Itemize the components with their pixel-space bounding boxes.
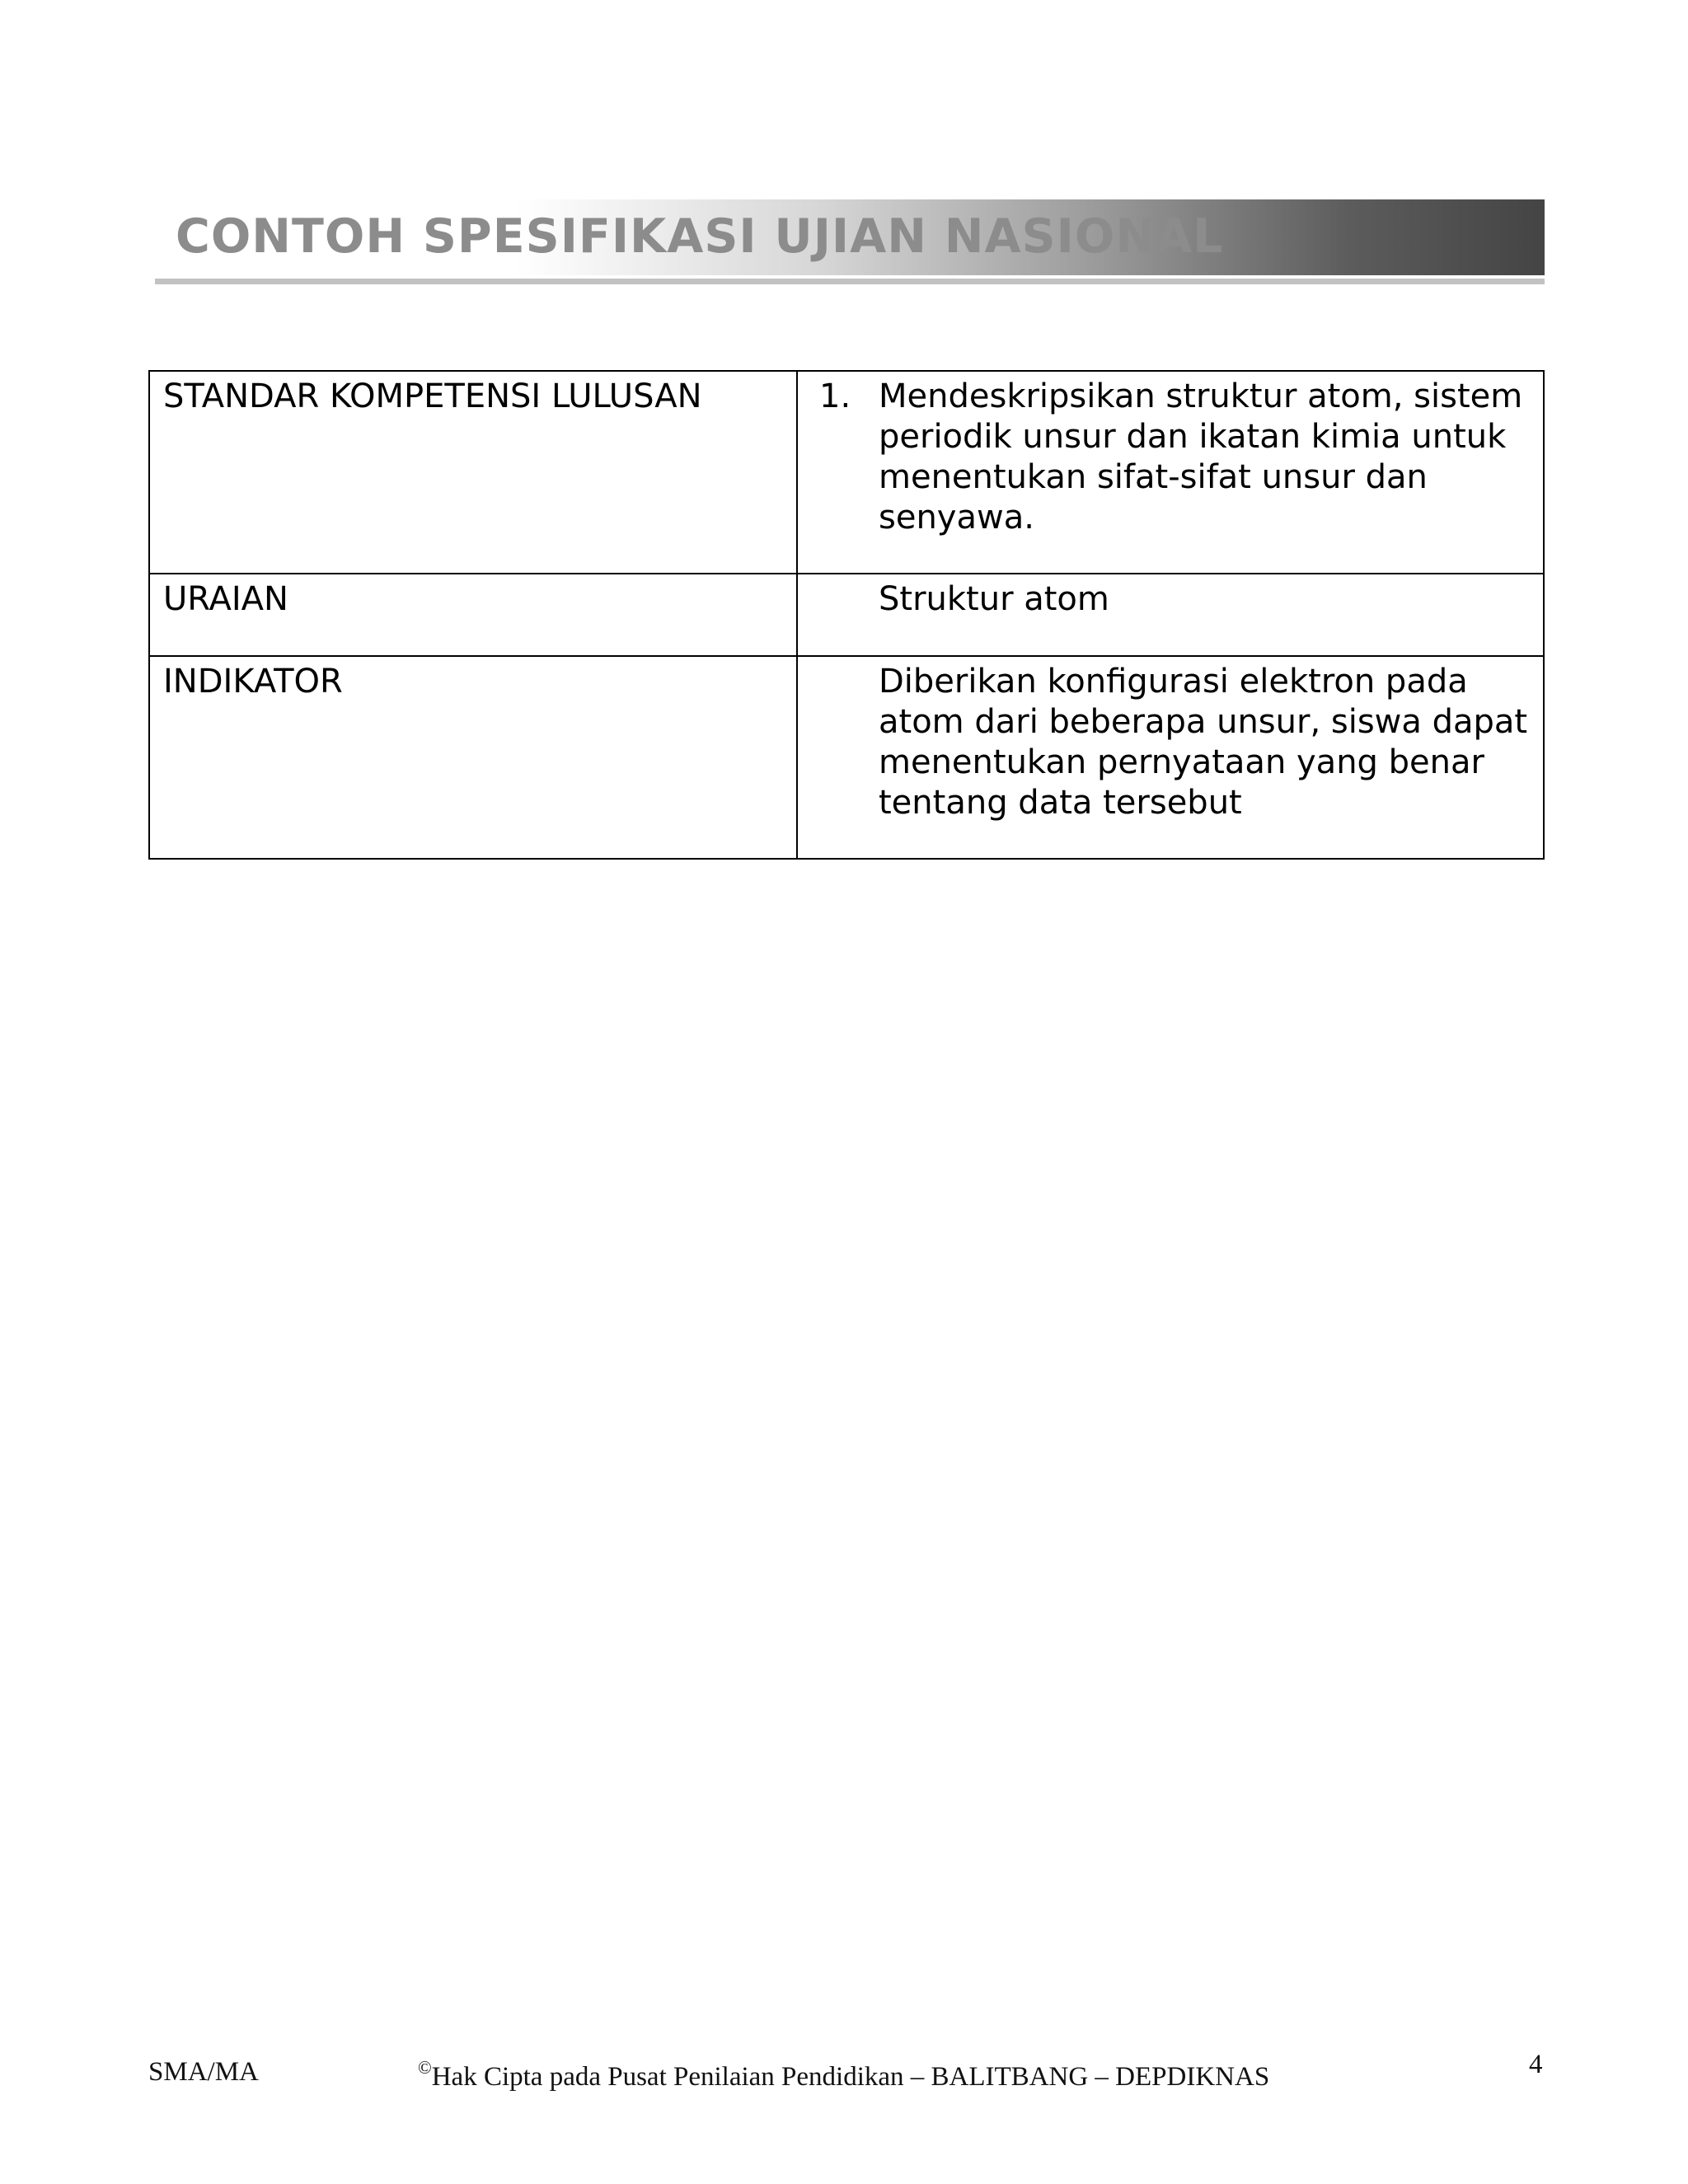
footer-copyright-text: Hak Cipta pada Pusat Penilaian Pendidikan – BALITBANG – DEPDIKNAS [431, 2062, 1270, 2092]
footer-copyright [418, 2057, 1269, 2093]
copyright-symbol: © [418, 2057, 432, 2078]
item-number [811, 662, 879, 823]
footer-school-level: SMA/MA [148, 2057, 259, 2087]
row-label: URAIAN [149, 574, 797, 656]
row-label: STANDAR KOMPETENSI LULUSAN [149, 371, 797, 574]
page-title: CONTOH SPESIFIKASI UJIAN NASIONAL [176, 209, 1224, 264]
header-divider [155, 279, 1545, 284]
table-row [149, 371, 1544, 574]
row-content-cell [797, 574, 1544, 656]
item-number [811, 579, 879, 620]
row-content-cell [797, 371, 1544, 574]
row-content: Mendeskripsikan struktur atom, sistem periodik unsur dan ikatan kimia untuk menentukan sifat-sifat unsur dan senyawa. [879, 377, 1523, 537]
table-row [149, 656, 1544, 859]
row-content: Diberikan konfigurasi elektron pada atom dari beberapa unsur, siswa dapat menentukan pernyataan yang benar tentang data tersebut [879, 663, 1528, 822]
row-label: INDIKATOR [149, 656, 797, 859]
item-number: 1. [819, 377, 851, 415]
page-number: 4 [1529, 2050, 1543, 2079]
row-content: Struktur atom [879, 580, 1109, 618]
specification-table [148, 370, 1545, 860]
table-row [149, 574, 1544, 656]
row-content-cell [797, 656, 1544, 859]
